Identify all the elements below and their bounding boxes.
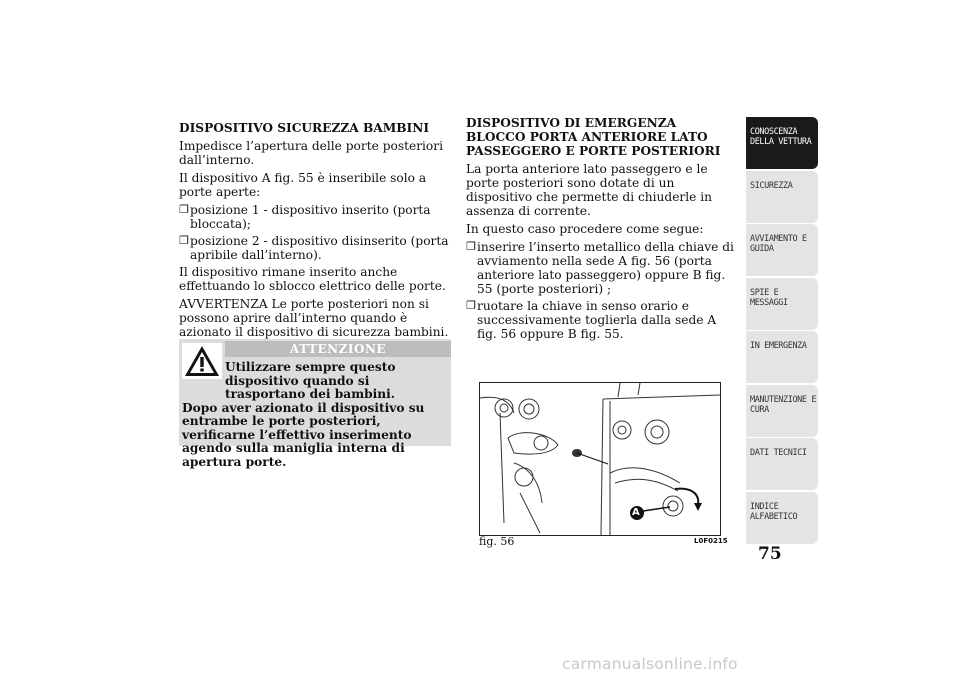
section-heading-child-lock: DISPOSITIVO SICUREZZA BAMBINI	[179, 121, 430, 135]
tab-conoscenza-della-vettura[interactable]: CONOSCENZA DELLA VETTURA	[746, 117, 818, 169]
right-column	[466, 116, 736, 344]
checkbox-bullet-icon: ❐	[179, 234, 189, 247]
left-column	[179, 121, 451, 343]
paragraph: Il dispositivo A fig. 55 è inseribile solo a porte aperte:	[179, 171, 427, 199]
tab-indice-alfabetico[interactable]: INDICE ALFABETICO	[746, 492, 818, 544]
paragraph: La porta anteriore lato passeggero e le porte posteriori sono dotate di un dispositivo che permette di chiuderle in assenza di corrente.	[466, 162, 712, 218]
tab-manutenzione-e-cura[interactable]: MANUTENZIONE E CURA	[746, 385, 818, 437]
paragraph: AVVERTENZA Le porte posteriori non si possono aprire dall’interno quando è azionato il dispositivo di sicurezza bambini.	[179, 297, 449, 339]
paragraph: Impedisce l’apertura delle porte posteriori dall’interno.	[179, 139, 443, 167]
tab-sicurezza[interactable]: SICUREZZA	[746, 171, 818, 223]
door-lock-illustration	[479, 382, 721, 536]
tab-avviamento-e-guida[interactable]: AVVIAMENTO E GUIDA	[746, 224, 818, 276]
list-item: ❐ ruotare la chiave in senso orario e successivamente toglierla dalla sede A fig. 56 oppure B fig. 55.	[466, 299, 717, 341]
warning-box	[179, 339, 451, 469]
checkbox-bullet-icon: ❐	[466, 299, 476, 312]
paragraph: Il dispositivo rimane inserito anche effettuando lo sblocco elettrico delle porte.	[179, 265, 446, 293]
tab-in-emergenza[interactable]: IN EMERGENZA	[746, 331, 818, 383]
chapter-tabs	[746, 117, 818, 545]
watermark: carmanualsonline.info	[562, 655, 738, 673]
tab-spie-e-messaggi[interactable]: SPIE E MESSAGGI	[746, 278, 818, 330]
checkbox-bullet-icon: ❐	[466, 240, 476, 253]
list-item: ❐ inserire l’inserto metallico della chiave di avviamento nella sede A fig. 56 (porta anteriore lato passeggero) oppure B fig. 55 (porte posteriori) ;	[466, 240, 734, 296]
figure-caption: fig. 56	[479, 535, 515, 548]
page-number: 75	[758, 544, 782, 564]
warning-title: ATTENZIONE	[225, 341, 451, 357]
checkbox-bullet-icon: ❐	[179, 203, 189, 216]
figure-label-a: A	[632, 507, 640, 518]
list-item: ❐ posizione 1 - dispositivo inserito (porta bloccata);	[179, 203, 431, 231]
section-heading-emergency-lock: DISPOSITIVO DI EMERGENZA BLOCCO PORTA ANTERIORE LATO PASSEGGERO E PORTE POSTERIORI	[466, 116, 721, 158]
warning-text: Utilizzare sempre questo dispositivo quando si trasportano dei bambini. Dopo aver azionato il dispositivo su entrambe le porte posteriori, verificarne l’effettivo inserimento agendo sulla maniglia interna di apertura porte.	[182, 360, 425, 469]
list-item: ❐ posizione 2 - dispositivo disinserito (porta apribile dall’interno).	[179, 234, 449, 262]
figure-code: L0F0215	[694, 537, 728, 545]
tab-dati-tecnici[interactable]: DATI TECNICI	[746, 438, 818, 490]
paragraph: In questo caso procedere come segue:	[466, 222, 704, 236]
